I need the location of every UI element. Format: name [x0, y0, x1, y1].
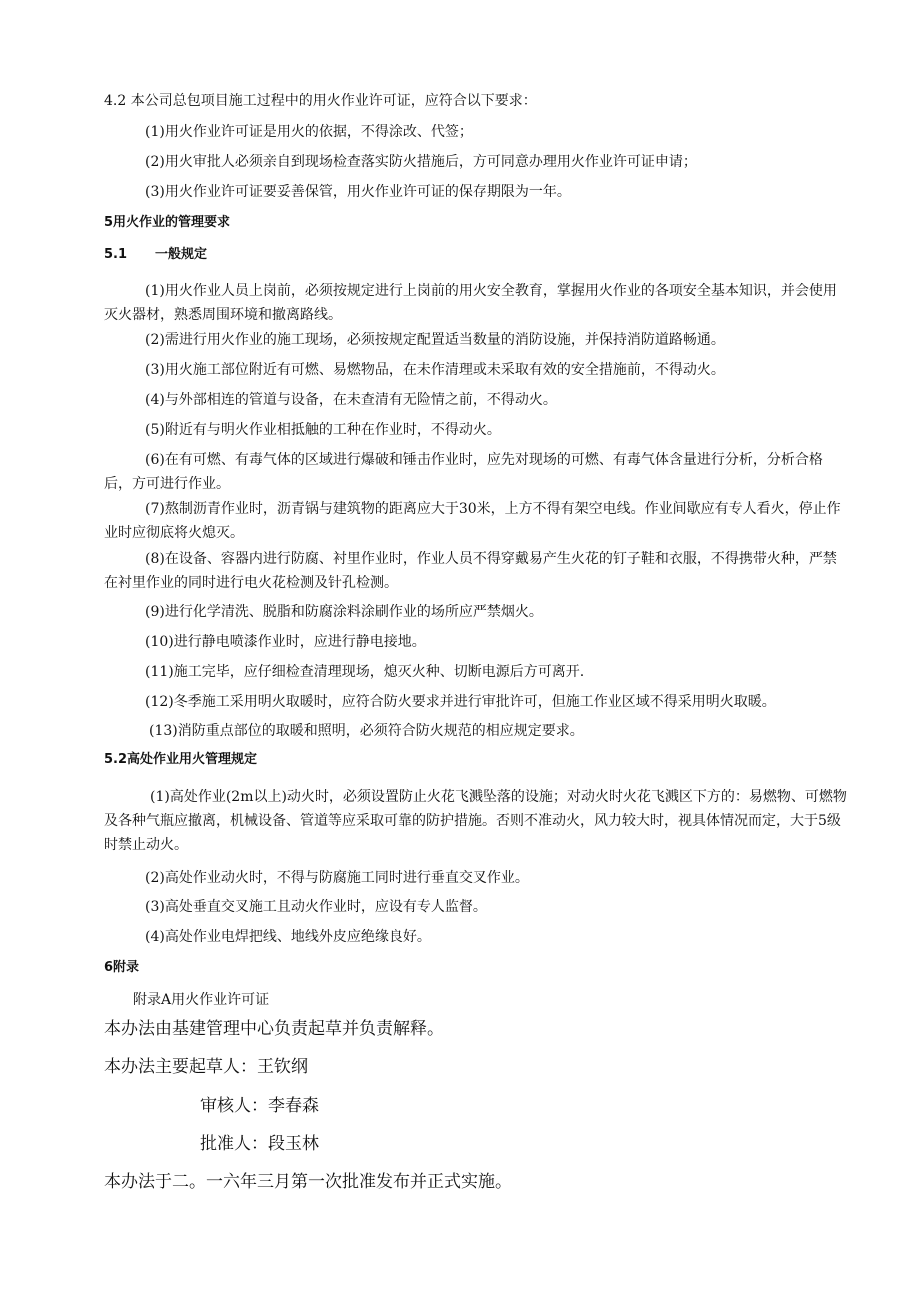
closing-reviewer: 审核人：李春森	[200, 1096, 319, 1116]
s52-item-1: (1)高处作业(2m以上)动火时，必须设置防止火花飞溅坠落的设施；对动火时火花飞溅区下方的：易燃物、可燃物及各种气瓶应撤离，机械设备、管道等应采取可靠的防护措施。否则不准动火，风力较大时，视具体情况而定，大于5级时禁止动火。	[104, 789, 847, 853]
s51-item-11: (11)施工完毕，应仔细检查清理现场，熄灭火种、切断电源后方可离开.	[145, 664, 585, 680]
heading-section-5-1	[104, 245, 207, 265]
s51-item-2: (2)需进行用火作业的施工现场，必须按规定配置适当数量的消防设施，并保持消防道路畅通。	[145, 332, 725, 348]
s42-item-2: (2)用火审批人必须亲自到现场检查落实防火措施后，方可同意办理用火作业许可证申请；	[145, 154, 697, 170]
s51-item-9: (9)进行化学清洗、脱脂和防腐涂料涂刷作业的场所应严禁烟火。	[145, 604, 543, 620]
closing-effective-date: 本办法于二。一六年三月第一次批准发布并正式实施。	[104, 1172, 512, 1192]
s51-item-12: (12)冬季施工采用明火取暖时，应符合防火要求并进行审批许可，但施工作业区域不得采用明火取暖。	[145, 694, 776, 710]
s51-item-7: (7)熬制沥青作业时，沥青锅与建筑物的距离应大于30米，上方不得有架空电线。作业间歇应有专人看火，停止作业时应彻底将火熄灭。	[104, 501, 841, 541]
s52-item-2: (2)高处作业动火时，不得与防腐施工同时进行垂直交叉作业。	[145, 870, 529, 886]
s51-item-5: (5)附近有与明火作业相抵触的工种在作业时，不得动火。	[145, 422, 501, 438]
s51-item-8: (8)在设备、容器内进行防腐、衬里作业时，作业人员不得穿戴易产生火花的钉子鞋和衣服，不得携带火种，严禁在衬里作业的同时进行电火花检测及针孔检测。	[104, 551, 837, 591]
s51-item-3: (3)用火施工部位附近有可燃、易燃物品，在未作清理或未采取有效的安全措施前，不得动火。	[145, 362, 725, 378]
s42-item-3: (3)用火作业许可证要妥善保管，用火作业许可证的保存期限为一年。	[145, 184, 571, 200]
s51-item-10: (10)进行静电喷漆作业时，应进行静电接地。	[145, 634, 426, 650]
s42-item-1: (1)用火作业许可证是用火的依据，不得涂改、代签；	[145, 124, 473, 140]
s52-item-4: (4)高处作业电焊把线、地线外皮应绝缘良好。	[145, 929, 431, 945]
closing-drafter: 本办法主要起草人：王钦纲	[104, 1057, 308, 1077]
closing-approver: 批准人：段玉林	[200, 1134, 319, 1154]
s51-item-13: (13)消防重点部位的取暖和照明，必须符合防火规范的相应规定要求。	[149, 723, 584, 739]
heading-section-5-2: 5.2高处作业用火管理规定	[104, 752, 258, 767]
s51-item-6: (6)在有可燃、有毒气体的区域进行爆破和锤击作业时，应先对现场的可燃、有毒气体含量进行分析，分析合格后，方可进行作业。	[104, 452, 823, 492]
s52-item-3: (3)高处垂直交叉施工且动火作业时，应设有专人监督。	[145, 899, 487, 915]
heading-section-5: 5用火作业的管理要求	[104, 215, 231, 230]
heading-5-1-title: 一般规定	[155, 247, 208, 262]
appendix-a: 附录A用火作业许可证	[133, 992, 270, 1008]
heading-section-6: 6附录	[104, 960, 140, 975]
s51-item-4: (4)与外部相连的管道与设备，在未查清有无险情之前，不得动火。	[145, 392, 557, 408]
s51-item-1: (1)用火作业人员上岗前，必须按规定进行上岗前的用火安全教育，掌握用火作业的各项安全基本知识，并会使用灭火器材，熟悉周围环境和撤离路线。	[104, 283, 837, 323]
closing-line-1: 本办法由基建管理中心负责起草并负责解释。	[104, 1019, 444, 1039]
heading-5-1-number: 5.1	[104, 247, 128, 262]
section-4-2-intro: 4.2 本公司总包项目施工过程中的用火作业许可证，应符合以下要求：	[104, 93, 537, 109]
